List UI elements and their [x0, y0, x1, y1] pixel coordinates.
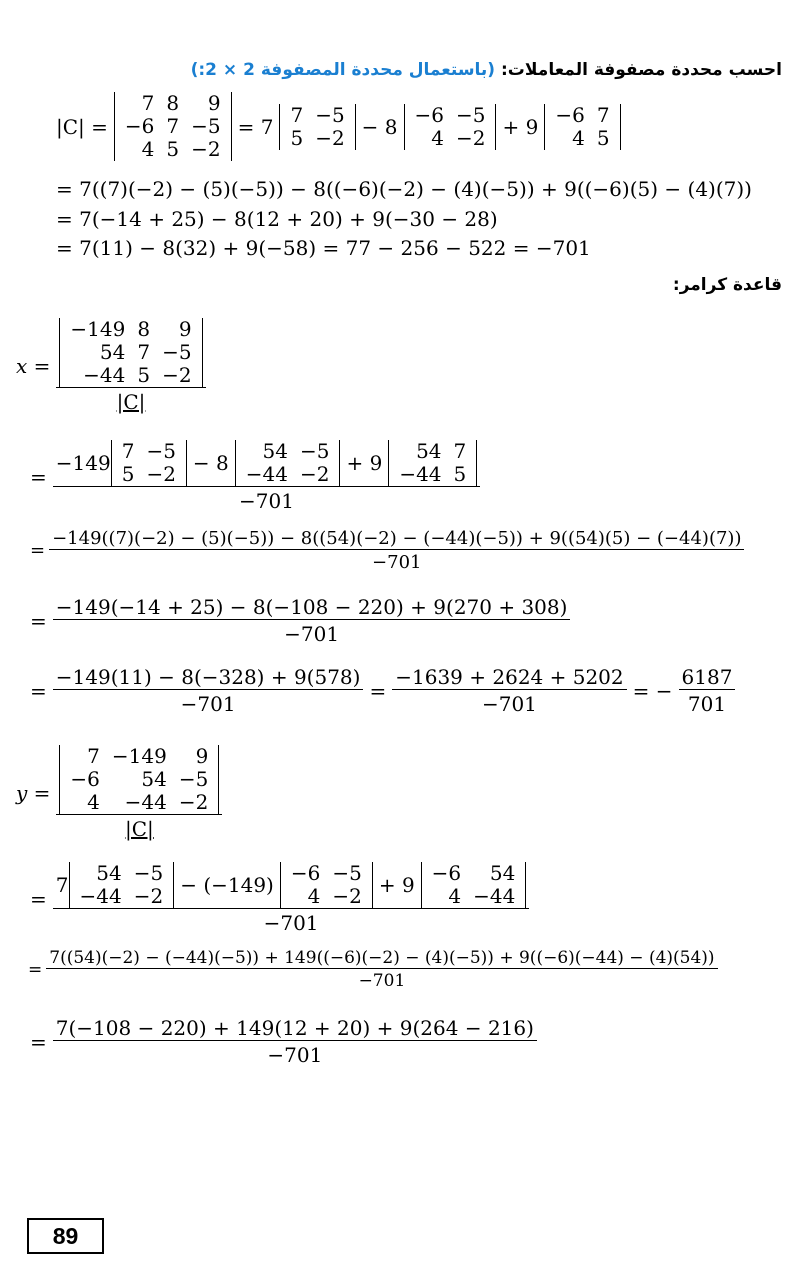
cell: 7: [87, 744, 100, 768]
cell: 7: [137, 340, 151, 364]
coef-3: + 9: [502, 114, 539, 139]
cell: 54: [141, 767, 167, 791]
coef-1: −149: [55, 451, 111, 475]
y-step1-fraction: [53, 862, 530, 935]
cell: 5: [166, 137, 180, 161]
cell: 7: [596, 102, 610, 127]
cell: 7: [290, 102, 304, 127]
cell: 8: [137, 317, 151, 341]
cell: 54: [96, 861, 122, 885]
coef-1: = 7: [237, 114, 274, 139]
cell: −2: [178, 790, 209, 814]
coef-1: 7: [55, 873, 69, 897]
cell: −2: [456, 125, 486, 150]
coef-2: − (−149): [180, 873, 274, 897]
cell: 4: [87, 790, 100, 814]
cell: −5: [332, 861, 362, 885]
cell: 9: [207, 91, 221, 115]
x-cramer-row: [16, 318, 206, 414]
cell: −149: [70, 317, 126, 341]
cell: −2: [146, 462, 176, 486]
equation-text: = 7((7)(−2) − (5)(−5)) − 8((−6)(−2) − (4)(−5)) + 9((−6)(5) − (4)(7)): [56, 177, 752, 201]
heading-text: احسب محددة مصفوفة المعاملات:: [501, 60, 782, 80]
cell: −5: [162, 340, 192, 364]
cell: 7: [453, 439, 467, 463]
fraction-numerator: −149(−14 + 25) − 8(−108 − 220) + 9(270 + 308): [55, 595, 568, 619]
y-step-3: [30, 1016, 537, 1067]
fraction-numerator: −1639 + 2624 + 5202: [395, 665, 624, 689]
x-label: x =: [16, 354, 51, 378]
result-sign: = −: [632, 678, 673, 703]
equals-sign: =: [30, 464, 47, 489]
cell: −44: [473, 884, 516, 908]
cell: 4: [572, 125, 585, 150]
x-step4a-fraction: [53, 665, 364, 716]
cell: −6: [124, 114, 155, 138]
cell: −44: [83, 363, 126, 387]
cell: −6: [290, 861, 321, 885]
cell: 4: [431, 125, 444, 150]
fraction-denominator: −701: [53, 689, 364, 716]
x-step3-fraction: [53, 595, 571, 646]
fraction-denominator: −701: [53, 619, 571, 646]
x-result-fraction: [679, 665, 736, 716]
x-step1-fraction: [53, 440, 481, 513]
x-step-4: [30, 665, 735, 716]
cell: 5: [290, 125, 304, 150]
x-step-3: [30, 595, 570, 646]
cell: 5: [121, 462, 135, 486]
heading-text: قاعدة كرامر:: [672, 275, 782, 295]
cell: −5: [191, 114, 221, 138]
cell: 7: [121, 439, 135, 463]
cell: 54: [262, 439, 288, 463]
cell: 5: [596, 125, 610, 150]
cell: 7: [141, 91, 155, 115]
cell: 9: [178, 317, 192, 341]
fraction-numerator: 7((54)(−2) − (−44)(−5)) + 149((−6)(−2) − (4)(−5)) + 9((−6)(−44) − (4)(54)): [49, 948, 715, 968]
cell: 9: [195, 744, 209, 768]
equation-text: = 7(11) − 8(32) + 9(−58) = 77 − 256 − 522 = −701: [56, 236, 591, 260]
cell: −5: [178, 767, 209, 791]
coef-3: + 9: [346, 451, 383, 475]
equation-text: = 7(−14 + 25) − 8(12 + 20) + 9(−30 − 28): [56, 207, 498, 231]
determinant-line-3: [56, 207, 498, 231]
cell: −2: [133, 884, 164, 908]
y-matrix: [59, 745, 219, 814]
y-label: y =: [16, 781, 51, 805]
cell: −2: [162, 363, 192, 387]
cell: 54: [99, 340, 126, 364]
cell: −5: [315, 102, 345, 127]
determinant-line-2: [56, 177, 752, 201]
coef-2: − 8: [192, 451, 229, 475]
minor-2: [235, 440, 341, 486]
equals-sign: =: [30, 540, 46, 561]
equals-sign: =: [369, 678, 387, 703]
determinant-line-4: [56, 236, 591, 260]
fraction-denominator: |C|: [56, 387, 205, 414]
coefficient-matrix: [114, 92, 232, 161]
fraction-denominator: 701: [679, 689, 736, 716]
equals-sign: =: [30, 608, 47, 633]
cell: 8: [166, 91, 180, 115]
cell: −6: [414, 102, 444, 127]
cell: −6: [431, 861, 462, 885]
cell: −2: [332, 884, 362, 908]
minor-2: [280, 862, 373, 908]
cell: 7: [166, 114, 180, 138]
cell: −44: [124, 790, 167, 814]
fraction-denominator: −701: [53, 486, 481, 513]
cell: 4: [141, 137, 155, 161]
fraction-numerator: −149(11) − 8(−328) + 9(578): [55, 665, 361, 689]
minor-3: [421, 862, 527, 908]
section-heading-cramer: [673, 275, 782, 295]
x-step-2: [30, 528, 744, 573]
coef-2: − 8: [361, 114, 398, 139]
page-number: 89: [27, 1218, 104, 1254]
minor-1: [69, 862, 175, 908]
cell: −5: [299, 439, 330, 463]
equals-sign: =: [28, 959, 43, 980]
cell: −44: [79, 884, 122, 908]
determinant-expansion-row: [56, 92, 621, 161]
cell: −5: [456, 102, 486, 127]
fraction-numerator: −149((7)(−2) − (5)(−5)) − 8((54)(−2) − (−44)(−5)) + 9((54)(5) − (−44)(7)): [52, 528, 742, 549]
cell: −2: [315, 125, 345, 150]
det-lhs: |C| =: [56, 114, 108, 139]
cell: 5: [137, 363, 151, 387]
cell: −44: [399, 462, 442, 486]
fraction-denominator: −701: [392, 689, 626, 716]
equals-sign: =: [30, 678, 47, 703]
cell: −5: [133, 861, 164, 885]
cell: 54: [489, 861, 516, 885]
x-fraction: [56, 318, 205, 414]
y-fraction: [56, 745, 222, 841]
coef-3: + 9: [378, 873, 415, 897]
equals-sign: =: [30, 1029, 47, 1054]
y-step-1: [30, 862, 529, 935]
cell: −6: [555, 102, 585, 127]
fraction-denominator: −701: [49, 549, 744, 573]
x-step2-fraction: [49, 528, 744, 573]
minor-2: [404, 104, 497, 150]
cell: 4: [307, 884, 321, 908]
minor-3: [544, 104, 620, 150]
y-cramer-row: [16, 745, 222, 841]
fraction-denominator: |C|: [56, 814, 222, 841]
cell: −44: [245, 462, 288, 486]
fraction-numerator: 7(−108 − 220) + 149(12 + 20) + 9(264 − 216): [55, 1016, 534, 1040]
fraction-denominator: −701: [46, 968, 717, 991]
fraction-denominator: −701: [53, 908, 530, 935]
section-heading-determinant: [191, 60, 782, 80]
y-step-2: [28, 948, 718, 991]
x-step-1: [30, 440, 480, 513]
cell: 54: [416, 439, 442, 463]
cell: 5: [453, 462, 467, 486]
heading-note: (باستعمال محددة المصفوفة 2 × 2:): [190, 60, 496, 80]
minor-3: [388, 440, 477, 486]
cell: −2: [299, 462, 330, 486]
cell: −149: [111, 744, 167, 768]
cell: 4: [448, 884, 462, 908]
minor-1: [279, 104, 355, 150]
y-step3-fraction: [53, 1016, 537, 1067]
y-step2-fraction: [46, 948, 717, 991]
minor-1: [111, 440, 187, 486]
cell: −5: [146, 439, 176, 463]
x-matrix: [59, 318, 202, 387]
fraction-denominator: −701: [53, 1040, 537, 1067]
equals-sign: =: [30, 886, 47, 911]
fraction-numerator: 6187: [681, 665, 733, 689]
x-step4b-fraction: [392, 665, 626, 716]
cell: −6: [70, 767, 100, 791]
cell: −2: [191, 137, 221, 161]
